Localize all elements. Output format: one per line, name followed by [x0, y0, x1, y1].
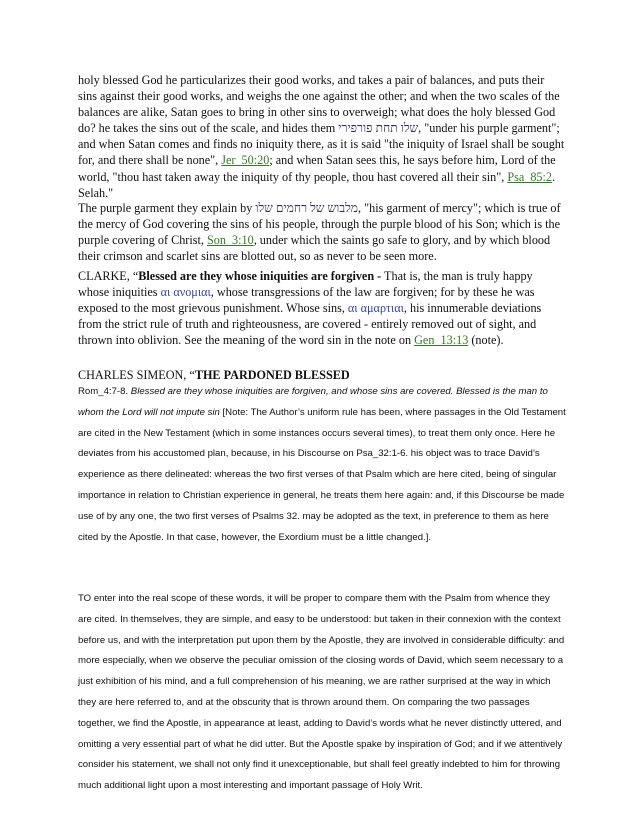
author-note: [Note: The Author’s uniform rule has been, where passages in the Old Testament are cited in the New Testament (which in some instances occurs several times), to treat them only once. Here he deviates from his accustomed plan, because, in his Discourse on Psa_32:1-6. his object was to trace David’s experience as there delineated: whereas the two first verses of that Psalm which are here cited, being of singular importance in relation to Christian experience in general, he treats them here again: and, if this Discourse be made use of by any one, the two first verses of Psalms 32. may be adopted as the text, in preference to them as here cited by the Apostle. In that case, however, the Exordium must be a little changed.].	[78, 406, 566, 543]
paragraph-simeon-intro	[78, 589, 566, 797]
text-run: ; and when Satan sees this, he says before him, Lord of the world, "thou hast taken away the iniquity of thy people, thou hast covered all their sin",	[78, 153, 556, 184]
paragraph-clarke	[78, 268, 566, 348]
scripture-quote: Blessed are they whose iniquities are forgiven, and whose sins are covered. Blessed is the man to whom the Lord will not impute sin	[78, 386, 548, 418]
paragraph-simeon-heading	[78, 367, 566, 383]
hebrew-phrase: שלו תחת פורפירי	[338, 121, 419, 136]
text-run: The purple garment they explain by	[78, 201, 256, 215]
sermon-title: THE PARDONED BLESSED	[194, 368, 350, 382]
text-run: That is, the man is truly happy whose iniquities	[78, 269, 533, 300]
text-run: . Selah."	[78, 169, 556, 200]
scripture-reference: Rom_4:7-8.	[78, 386, 129, 397]
text-run: , whose transgressions of the law are forgiven; for by these he was exposed to the most grievous punishment. Whose sins,	[78, 285, 535, 316]
paragraph-purple-garment	[78, 200, 566, 264]
scripture-link-son[interactable]: Son_3:10	[206, 233, 254, 248]
text-run: , "under his purple garment"; and when Satan comes and finds no iniquity there, as it is said "the iniquity of Israel shall be sought for, and there shall be none",	[78, 121, 565, 168]
paragraph-simeon-text	[78, 382, 566, 548]
commentator-label: CHARLES SIMEON, “	[78, 368, 195, 382]
scripture-link-gen[interactable]: Gen_13:13	[414, 333, 469, 348]
scripture-link-jer[interactable]: Jer_50:20	[221, 153, 270, 168]
text-run: , his innumerable deviations from the strict rule of truth and righteousness, are covered - entirely removed out of sight, and thrown into oblivion. See the meaning of the word sin in the note on	[78, 301, 542, 348]
text-run: holy blessed God he particularizes their good works, and takes a pair of balances, and puts their sins against their good works, and weighs the one against the other; and when the two scales of the balances are alike, Satan goes to bring in other sins to overweigh; what does the holy blessed God do? he takes the sins out of the scale, and hides them	[78, 73, 560, 136]
scripture-link-psa[interactable]: Psa_85:2	[507, 169, 553, 184]
commentator-label: CLARKE, “	[78, 269, 139, 283]
text-run: (note).	[468, 333, 504, 348]
clarke-heading: Blessed are they whose iniquities are forgiven -	[138, 269, 382, 283]
paragraph-gill-continuation	[78, 72, 566, 201]
text-run: , "his garment of mercy"; which is true of the mercy of God covering the sins of his people, through the purple blood of his Son; which is the purple covering of Christ,	[78, 201, 561, 248]
greek-phrase: αι αμαρτιαι	[347, 301, 404, 316]
text-run: TO enter into the real scope of these words, it will be proper to compare them with the Psalm from whence they are cited. In themselves, they are simple, and easy to be understood: but taken in their connexion with the context before us, and with the interpretation put upon them by the Apostle, they are involved in considerable difficulty: and more especially, when we observe the peculiar omission of the closing words of David, which seem necessary to a just exhibition of his mind, and a full comprehension of his meaning, we are rather surprised at the way in which they are here referred to, and at the obscurity that is thrown around them. On comparing the two passages together, we find the Apostle, in appearance at least, adding to David’s words what he never distinctly uttered, and omitting a very essential part of what he did utter. But the Apostle spake by inspiration of God; and if we attentively consider his statement, we shall not only find it unexceptionable, but shall feel greatly indebted to him for throwing much additional light upon a most interesting and important passage of Holy Writ.	[78, 593, 565, 792]
text-run: , under which the saints go safe to glory, and by which blood their crimson and scarlet sins are blotted out, so as never to be seen more.	[78, 233, 551, 264]
hebrew-phrase: מלבוש של רחמים שלו	[255, 201, 359, 215]
greek-phrase: αι ανομιαι	[160, 285, 211, 300]
